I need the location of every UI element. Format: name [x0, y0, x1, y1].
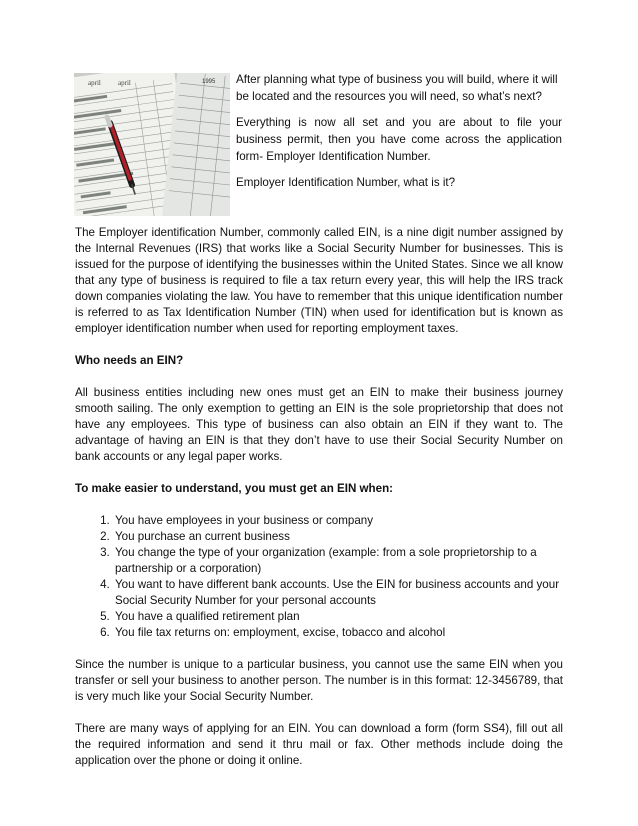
ein-definition-paragraph: The Employer identification Number, commonly called EIN, is a nine digit number assigned by the Internal Revenues (IRS) that works like a Social Security Number for businesses. This is issued for the purpose of identifying the businesses within the United States. Since we all know that any type of business is required to file a tax return every year, this will help the IRS track down companies violating the law. You have to remember that this unique identification number is referred to as Tax Identification Number (TIN) when used for identification but is known as employer identification number when used for reporting employment taxes. — [75, 226, 563, 335]
list-item: 3. You change the type of your organization (example: from a sole proprietorship to a partnership or a corporation) — [113, 545, 563, 577]
intro-paragraph-3: Employer Identification Number, what is it? — [236, 176, 456, 189]
form-year: 1995 — [202, 79, 216, 85]
ein-reasons-list — [75, 513, 563, 641]
list-item: 5. You have a qualified retirement plan — [113, 609, 563, 625]
applying-for-ein-paragraph: There are many ways of applying for an EIN. You can download a form (form SS4), fill out all the required information and send it thru mail or fax. Other methods include doing the application over the phone or doing it online. — [75, 722, 563, 767]
form-word-1: april — [88, 79, 101, 87]
list-item: 2. You purchase an current business — [113, 529, 563, 545]
tax-forms-pen-illustration — [74, 73, 230, 216]
list-item: 4. You want to have different bank accounts. Use the EIN for business accounts and your Social Security Number for your personal accounts — [113, 577, 563, 609]
article-body — [75, 225, 563, 785]
tax-forms-photo — [74, 73, 230, 216]
intro-block — [236, 71, 562, 191]
intro-paragraph-1: After planning what type of business you will build, where it will be located and the resources you will need, so what’s next? — [236, 73, 558, 103]
list-item: 6. You file tax returns on: employment, excise, tobacco and alcohol — [113, 625, 563, 641]
who-needs-ein-heading: Who needs an EIN? — [75, 354, 184, 367]
when-to-get-ein-heading: To make easier to understand, you must get an EIN when: — [75, 482, 394, 495]
intro-paragraph-2: Everything is now all set and you are about to file your business permit, then you have come across the application form- Employer Identification Number. — [236, 116, 562, 163]
who-needs-ein-paragraph: All business entities including new ones must get an EIN to make their business journey smooth sailing. The only exemption to getting an EIN is the sole proprietorship that does not have any employees. This type of business can also obtain an EIN if they want to. The advantage of having an EIN is that they don’t have to use their Social Security Number on bank accounts or any legal paper works. — [75, 386, 563, 463]
ein-uniqueness-paragraph: Since the number is unique to a particular business, you cannot use the same EIN when you transfer or sell your business to another person. The number is in this format: 12-3456789, that is very much like your Social Security Number. — [75, 658, 563, 703]
list-item: 1. You have employees in your business or company — [113, 513, 563, 529]
form-word-2: april — [118, 79, 131, 87]
